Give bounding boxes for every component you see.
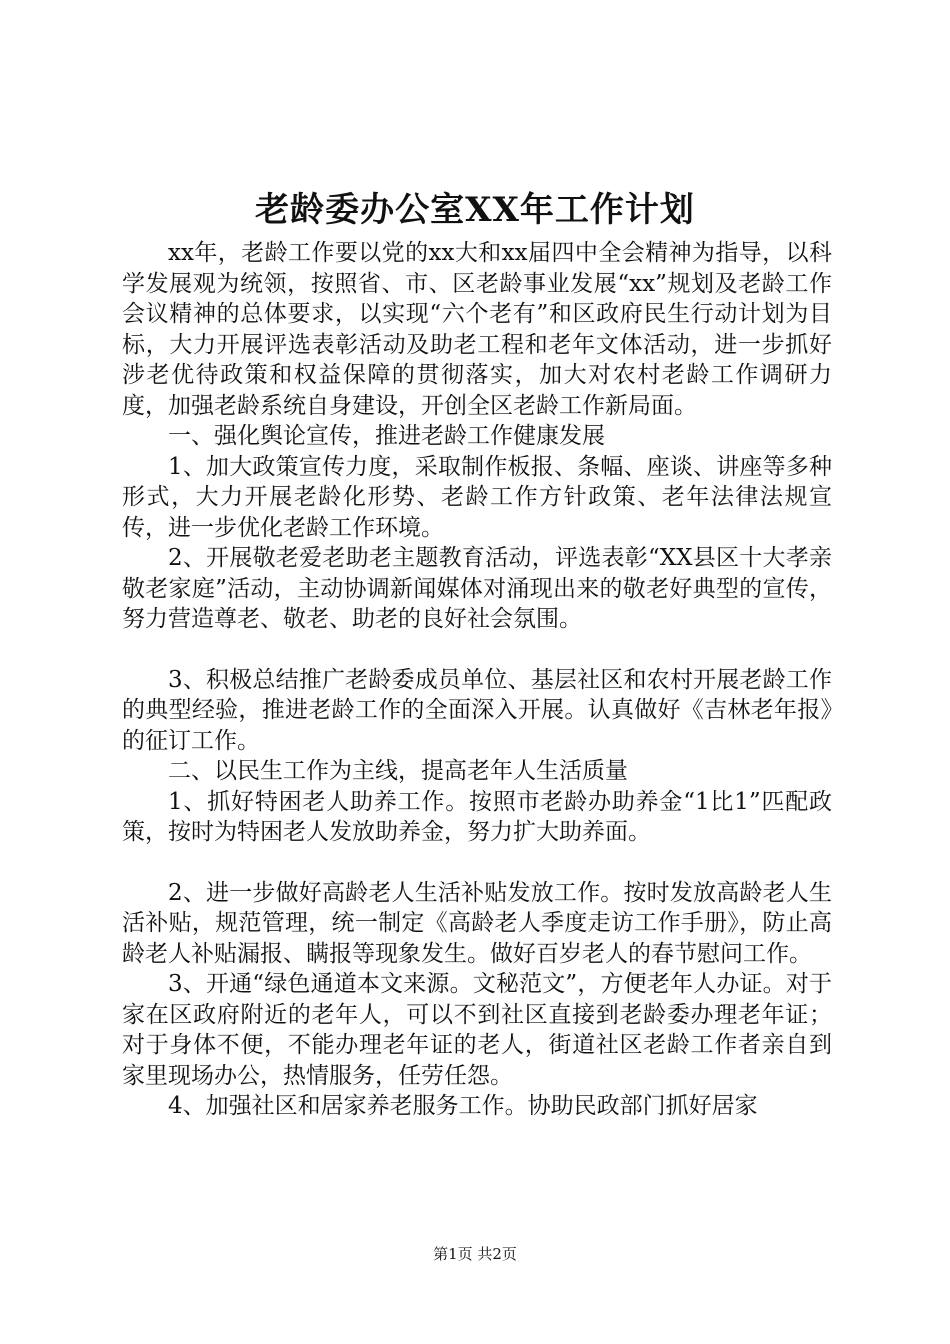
blank-line xyxy=(122,848,832,878)
section-heading-1: 一、强化舆论宣传，推进老龄工作健康发展 xyxy=(168,423,605,449)
paragraph-2-1: 1、抓好特困老人助养工作。按照市老龄办助养金“1比1”匹配政策，按时为特困老人发放助养金，努力扩大助养面。 xyxy=(122,788,832,845)
section-heading-2: 二、以民生工作为主线，提高老年人生活质量 xyxy=(168,758,628,784)
blank-line xyxy=(122,635,832,665)
paragraph-2-3: 3、开通“绿色通道本文来源。文秘范文”，方便老年人办证。对于家在区政府附近的老年人，可以不到社区直接到老龄委办理老年证；对于身体不便，不能办理老年证的老人，街道社区老龄工作者亲自到家里现场办公，热情服务，任劳任怨。 xyxy=(122,971,832,1089)
paragraph-1-2: 2、开展敬老爱老助老主题教育活动，评选表彰“XX县区十大孝亲敬老家庭”活动，主动协调新闻媒体对涌现出来的敬老好典型的宣传，努力营造尊老、敬老、助老的良好社会氛围。 xyxy=(122,545,832,632)
paragraph-1-3: 3、积极总结推广老龄委成员单位、基层社区和农村开展老龄工作的典型经验，推进老龄工作的全面深入开展。认真做好《吉林老年报》的征订工作。 xyxy=(122,666,832,754)
paragraph-1-1: 1、加大政策宣传力度，采取制作板报、条幅、座谈、讲座等多种形式，大力开展老龄化形势、老龄工作方针政策、老年法律法规宣传，进一步优化老龄工作环境。 xyxy=(122,453,832,541)
document-body xyxy=(122,238,832,1122)
document-title: 老龄委办公室XX年工作计划 xyxy=(255,190,695,230)
paragraph-2-2: 2、进一步做好高龄老人生活补贴发放工作。按时发放高龄老人生活补贴，规范管理，统一制定《高龄老人季度走访工作手册》，防止高龄老人补贴漏报、瞒报等现象发生。做好百岁老人的春节慰问工作。 xyxy=(122,879,832,967)
paragraph-intro: xx年，老龄工作要以党的xx大和xx届四中全会精神为指导，以科学发展观为统领，按照省、市、区老龄事业发展“xx”规划及老龄工作会议精神的总体要求，以实现“六个老有”和区政府民生行动计划为目标，大力开展评选表彰活动及助老工程和老年文体活动，进一步抓好涉老优待政策和权益保障的贯彻落实，加大对农村老龄工作调研力度，加强老龄系统自身建设，开创全区老龄工作新局面。 xyxy=(122,240,832,419)
page-footer: 第1页 共2页 xyxy=(433,1245,517,1263)
paragraph-2-4: 4、加强社区和居家养老服务工作。协助民政部门抓好居家 xyxy=(168,1093,758,1119)
